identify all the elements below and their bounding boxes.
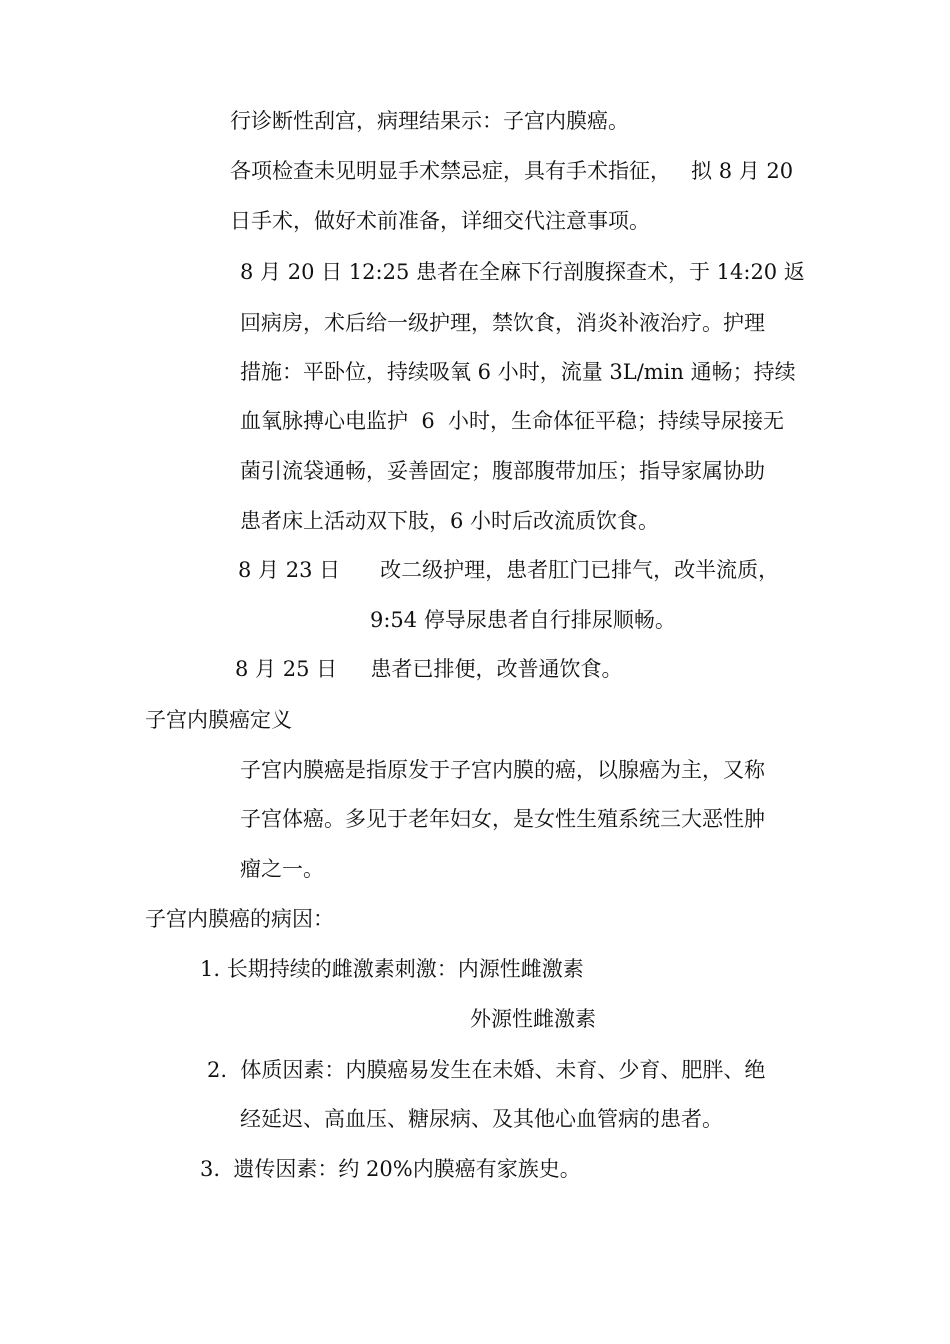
etiology-item-1: 1. 长期持续的雌激素刺激：内源性雌激素 <box>200 957 584 981</box>
note-line: 日手术，做好术前准备，详细交代注意事项。 <box>230 209 650 233</box>
aug20-entry-line: 菌引流袋通畅，妥善固定；腹部腹带加压；指导家属协助 <box>240 459 765 483</box>
definition-line: 瘤之一。 <box>240 857 324 881</box>
definition-heading: 子宫内膜癌定义 <box>145 708 292 732</box>
note-line: 行诊断性刮宫，病理结果示：子宫内膜癌。 <box>230 109 629 133</box>
definition-line: 子宫体癌。多见于老年妇女，是女性生殖系统三大恶性肿 <box>240 807 765 831</box>
aug23-entry-line: 8 月 23 日 改二级护理，患者肛门已排气，改半流质， <box>238 558 780 582</box>
aug20-entry-line: 8 月 20 日 12:25 患者在全麻下行剖腹探查术，于 14:20 返 <box>240 260 805 284</box>
etiology-heading: 子宫内膜癌的病因： <box>145 907 334 931</box>
etiology-item-1-continuation: 外源性雌激素 <box>470 1007 596 1031</box>
aug20-entry-line: 措施：平卧位，持续吸氧 6 小时，流量 3L/min 通畅；持续 <box>240 360 796 384</box>
etiology-item-2: 2. 体质因素：内膜癌易发生在未婚、未育、少育、肥胖、绝 <box>207 1058 766 1082</box>
note-line: 各项检查未见明显手术禁忌症，具有手术指征， 拟 8 月 20 <box>230 159 794 183</box>
etiology-item-3: 3. 遗传因素：约 20%内膜癌有家族史。 <box>200 1157 581 1181</box>
aug23-entry-line: 9:54 停导尿患者自行排尿顺畅。 <box>370 608 676 632</box>
aug25-entry-line: 8 月 25 日 患者已排便，改普通饮食。 <box>235 657 623 681</box>
etiology-item-2-continuation: 经延迟、高血压、糖尿病、及其他心血管病的患者。 <box>240 1107 723 1131</box>
definition-line: 子宫内膜癌是指原发于子宫内膜的癌，以腺癌为主，又称 <box>240 758 765 782</box>
aug20-entry-line: 患者床上活动双下肢，6 小时后改流质饮食。 <box>240 509 660 533</box>
aug20-entry-line: 回病房，术后给一级护理，禁饮食，消炎补液治疗。护理 <box>240 311 765 335</box>
aug20-entry-line: 血氧脉搏心电监护 6 小时，生命体征平稳；持续导尿接无 <box>240 409 785 433</box>
